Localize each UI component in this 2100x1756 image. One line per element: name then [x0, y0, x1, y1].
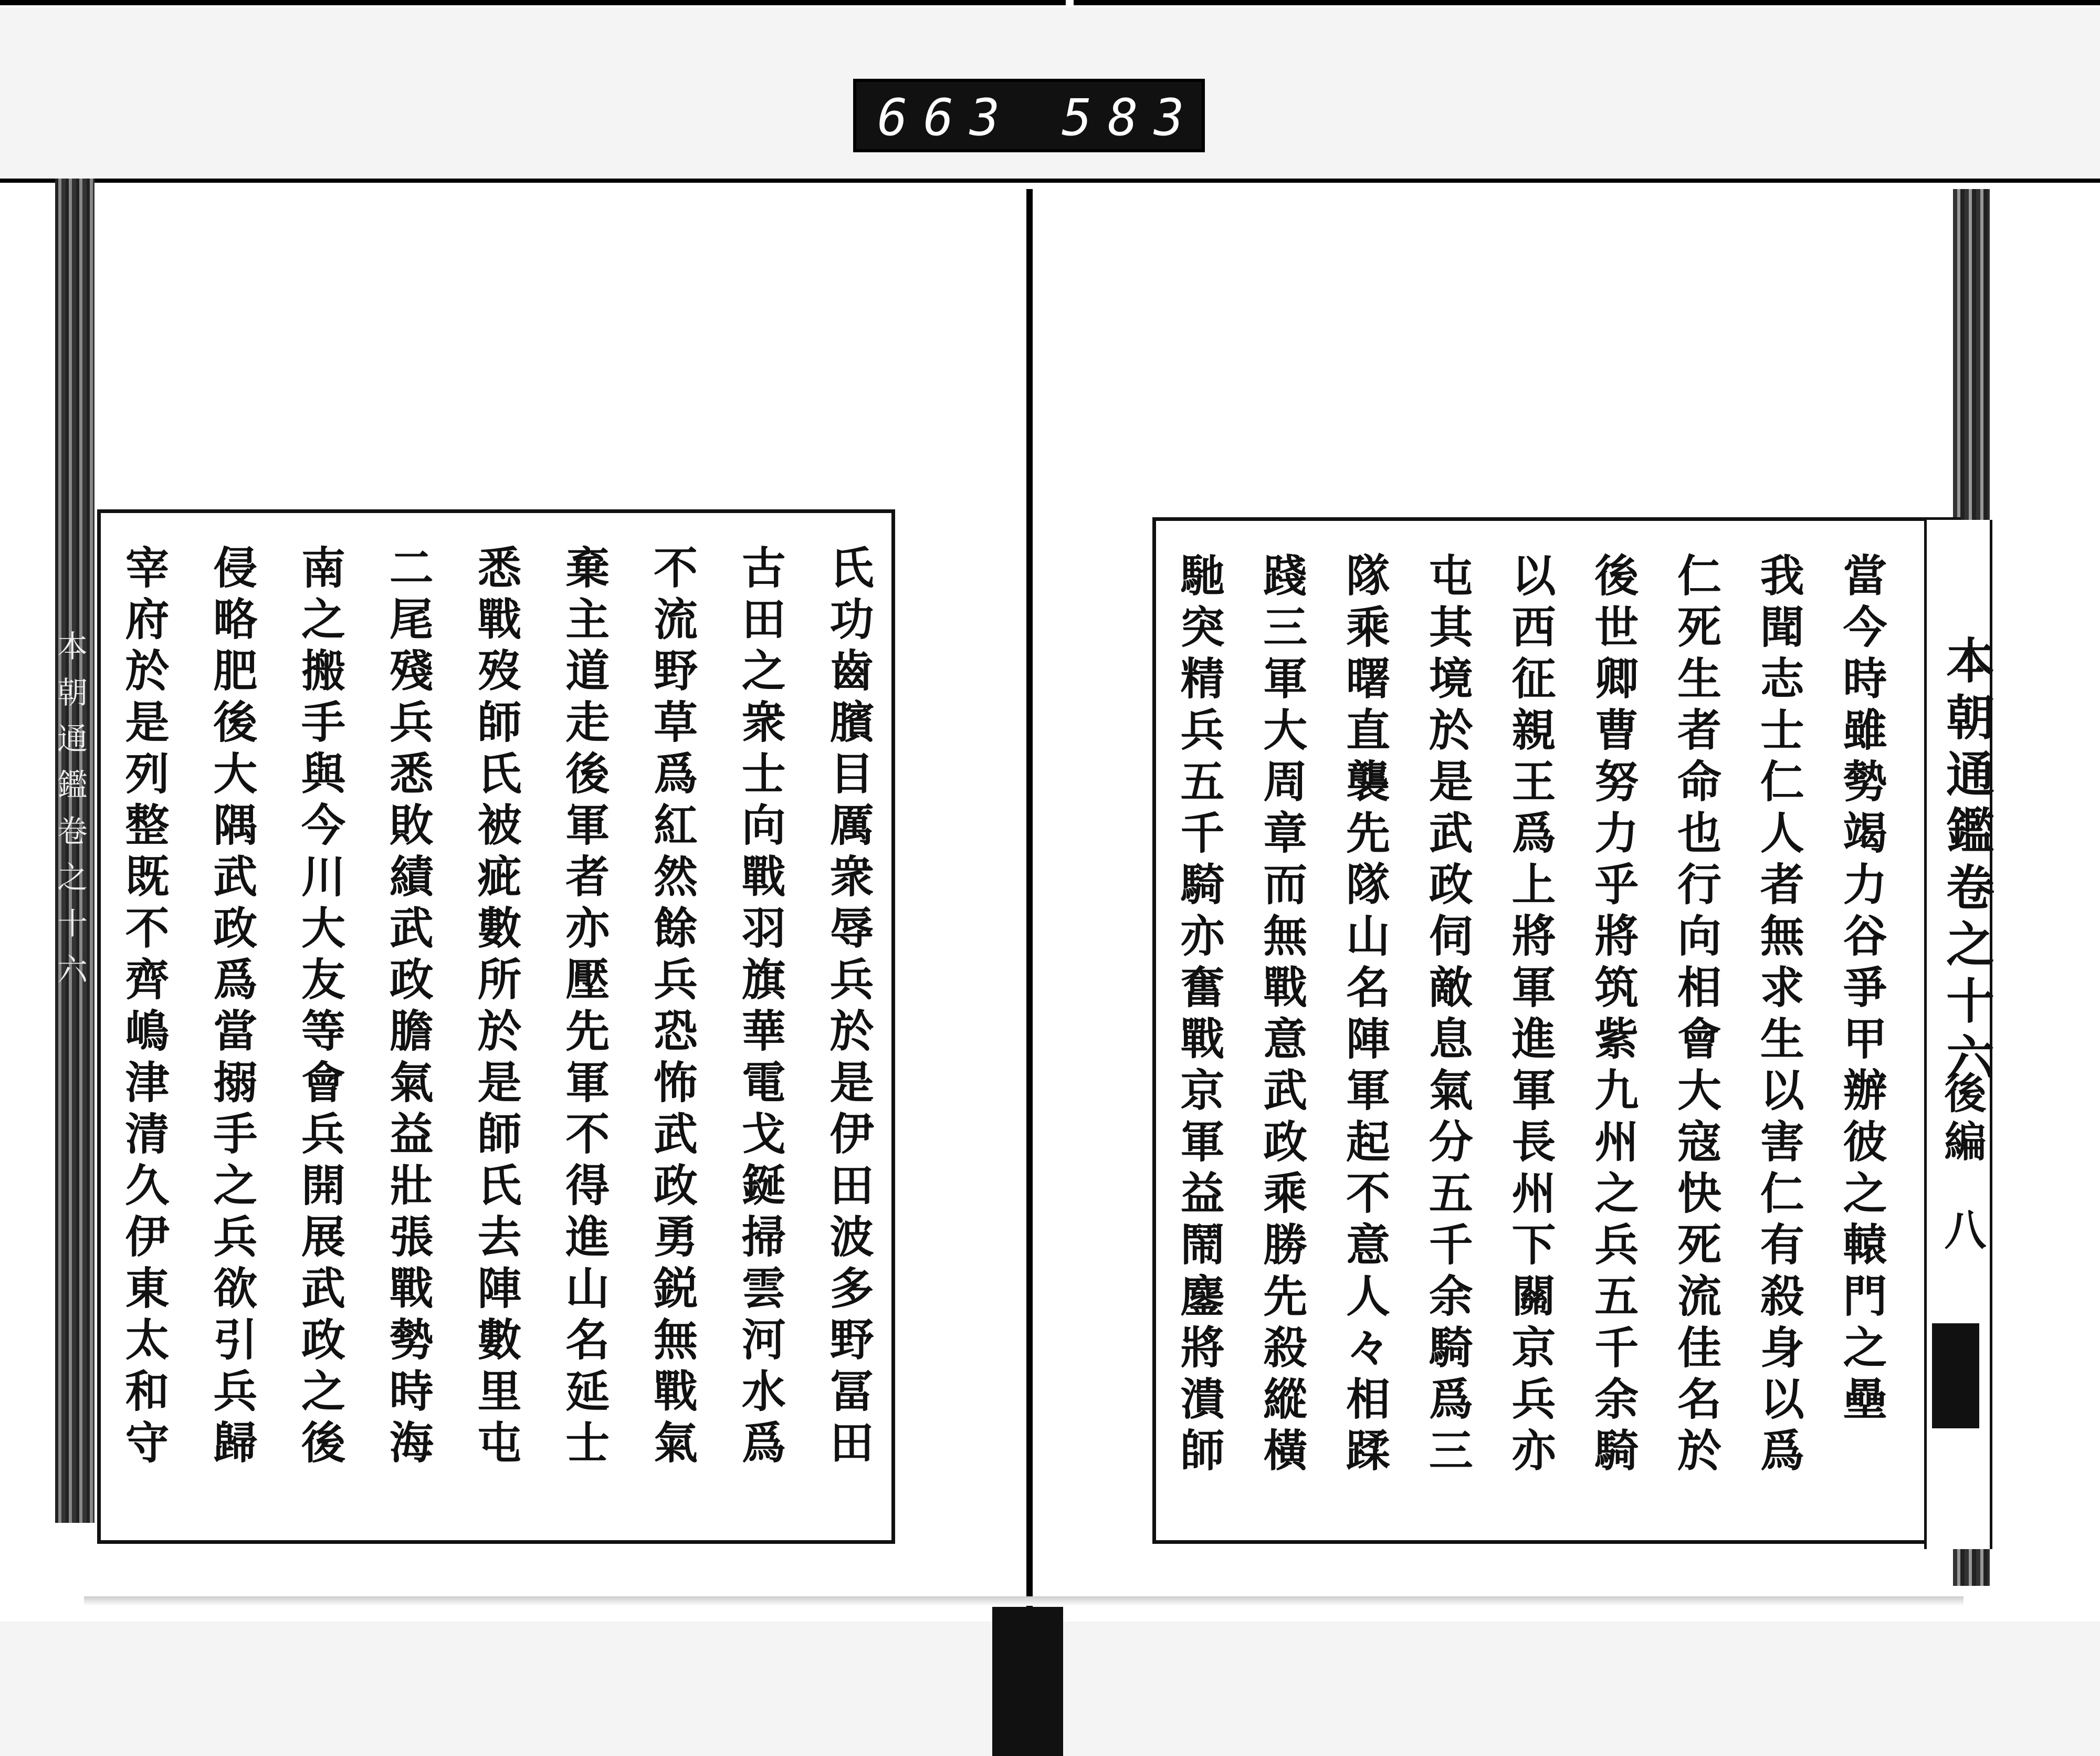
scan-edge-bar: [1074, 0, 2100, 5]
text-column: 我聞志士仁人者無求生以害仁有殺身以爲: [1753, 552, 1805, 1479]
text-column: 後世卿曹努力乎將筑紫九州之兵五千余騎: [1587, 552, 1640, 1479]
section-label: 後編: [1937, 1071, 1987, 1168]
text-column: 踐三軍大周章而無戰意武政乘勝先殺縱橫: [1256, 552, 1308, 1479]
plate-number-text: 663 583: [877, 88, 1200, 147]
plate-number-label: [853, 79, 1205, 152]
left-page-text-frame: [97, 509, 895, 1544]
text-column: 古田之衆士向戰羽旗華電戈鋋掃雲河水爲: [734, 545, 787, 1471]
text-column: 屯其境於是武政伺敵息氣分五千余騎爲三: [1422, 552, 1474, 1479]
left-edge-running-title: 本朝通鑑卷之十六: [52, 630, 88, 1000]
leaf-number: 八: [1937, 1208, 1987, 1250]
scan-edge-bar: [0, 0, 1066, 5]
text-column: 當今時雖勢竭力谷爭甲辦彼之轅門之壘: [1836, 552, 1888, 1427]
text-column: 悉戰歿師氏被疵數所於是師氏去陣數里屯: [470, 545, 522, 1471]
text-column: 以西征親王爲上將軍進軍長州下關京兵亦: [1505, 552, 1557, 1479]
page-bottom-shadow: [84, 1596, 1964, 1606]
text-column: 隊乘曙直襲先隊山名陣軍起不意人々相蹂: [1339, 552, 1391, 1479]
left-page-columns: [118, 545, 875, 1519]
text-column: 二尾殘兵悉敗績武政膽氣益壯張戰勢時海: [382, 545, 435, 1471]
text-column: 不流野草爲紅然餘兵恐怖武政勇鋭無戰氣: [646, 545, 699, 1471]
right-page-text-frame: [1152, 517, 1961, 1544]
gutter-shadow: [992, 1607, 1063, 1756]
text-column: 氏功齒臏目厲衆辱兵於是伊田波多野冨田: [823, 545, 875, 1471]
right-page-columns: [1173, 552, 1888, 1519]
scan-top-edge: [0, 0, 2100, 7]
text-column: 宰府於是列整既不齊嶋津清久伊東太和守: [118, 545, 170, 1471]
text-column: 馳突精兵五千騎亦奮戰京軍益鬧鏖將潰師: [1173, 552, 1225, 1479]
text-column: 仁死生者命也行向相會大寇快死流佳名於: [1670, 552, 1723, 1479]
text-column: 侵略肥後大隅武政爲當搦手之兵欲引兵歸: [206, 545, 258, 1471]
text-column: 南之搬手與今川大友等會兵開展武政之後: [294, 545, 346, 1471]
text-column: 棄主道走後軍者亦壓先軍不得進山名延士: [558, 545, 611, 1471]
center-gutter: [1026, 189, 1033, 1607]
running-title: 本朝通鑑卷之十六: [1938, 635, 1995, 1089]
fishtail-ornament-icon: [1932, 1323, 1979, 1428]
